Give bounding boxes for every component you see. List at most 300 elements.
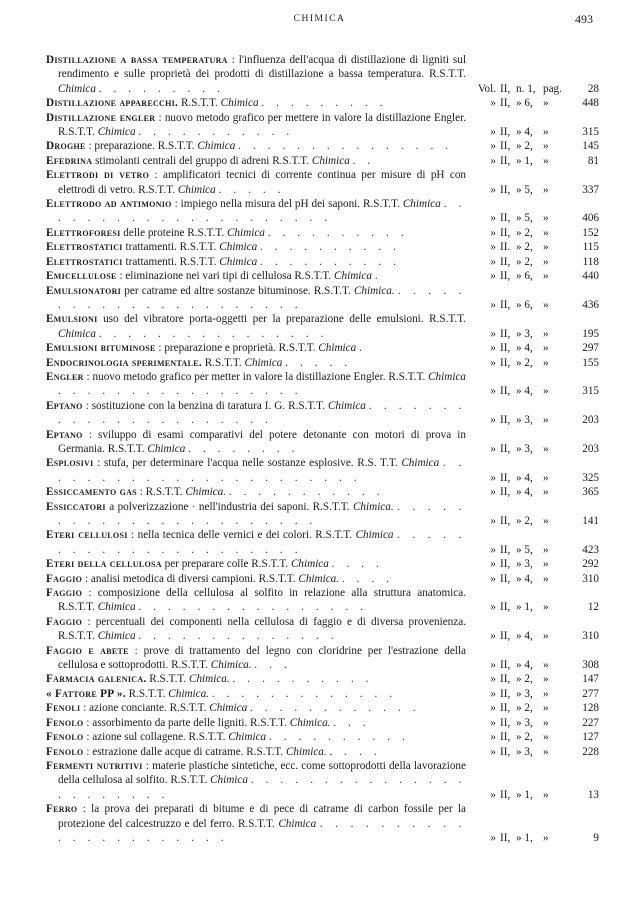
index-entry — [46, 255, 599, 269]
entry-heading: Faggio — [46, 587, 83, 600]
ref-volume: » — [490, 385, 496, 398]
ref-series: II, — [500, 154, 511, 167]
ref-number: » 3, — [516, 327, 533, 340]
entry-text — [46, 572, 466, 586]
entry-reference — [466, 327, 599, 341]
ref-page: 315 — [582, 126, 599, 139]
ref-volume: » — [490, 687, 496, 700]
entry-heading: Elettrodi di vetro — [46, 169, 150, 182]
entry-text — [46, 341, 466, 355]
running-head — [46, 14, 593, 30]
ref-series: II, — [500, 745, 511, 758]
entry-description: sostituzione con la benzina di taratura I. G. R.S.T.T. — [91, 399, 325, 412]
ref-volume: Vol. — [477, 82, 496, 95]
entry-description: R.S.T.T. — [180, 97, 218, 110]
entry-reference — [466, 384, 599, 398]
entry-text — [46, 284, 466, 313]
ref-volume: » — [490, 745, 496, 758]
entry-text — [46, 240, 466, 254]
ref-page: 152 — [582, 226, 599, 239]
entry-leader-dots: . . . . . . . . . . . . . . . . . . . . . . — [58, 817, 467, 844]
entry-journal: Chimica — [210, 774, 248, 787]
entry-separator: : — [82, 615, 96, 628]
ref-number: » 2, — [516, 515, 533, 527]
ref-volume: » — [490, 212, 496, 225]
ref-series: II, — [500, 702, 511, 715]
entry-journal: Chimica — [428, 370, 467, 383]
ref-page: 315 — [582, 385, 599, 398]
entry-description: a polverizzazione · nell'industria dei saponi. R.S.T.T. — [109, 500, 350, 513]
ref-page-label: » — [543, 486, 549, 499]
entry-journal: Chimica. — [298, 572, 340, 585]
entry-description: stufa, per determinare l'acqua nelle sostanze esplosive. R.S. T.T. — [103, 457, 398, 470]
entry-journal: Chimica — [177, 183, 216, 196]
entry-reference — [466, 442, 599, 456]
entry-description: la prova dei preparati di bitume e di pece di catrame di carbon fossile per la protezione del calcestruzzo e del ferro. R.S.T.T. — [58, 803, 466, 830]
entry-leader-dots: . . . — [254, 659, 292, 672]
entry-description: preparazione e proprietà. R.S.T.T. — [164, 342, 316, 355]
ref-series: II, — [500, 601, 511, 614]
entry-reference — [466, 211, 599, 225]
entry-reference — [466, 557, 599, 571]
ref-volume: » — [490, 342, 496, 355]
entry-text — [46, 672, 466, 686]
entry-journal: Chimica. — [185, 486, 227, 499]
ref-page-label: » — [543, 471, 549, 484]
entry-separator: : — [128, 644, 144, 657]
ref-series: II, — [500, 356, 511, 369]
entry-reference — [466, 255, 599, 269]
ref-volume: » — [490, 543, 496, 556]
ref-volume: » — [490, 226, 496, 239]
entry-text — [46, 485, 466, 499]
entry-description: per preparare colle R.S.T.T. — [164, 558, 289, 571]
entry-text — [46, 730, 466, 744]
ref-page: 118 — [582, 255, 599, 268]
entry-description: amplificatori tecnici di corrente continua per misure di pH con elettrodi di vetro. R.S.T.T. — [58, 169, 467, 196]
ref-page-label: » — [543, 515, 549, 527]
entry-reference — [466, 82, 599, 96]
entry-reference — [466, 240, 599, 254]
entry-description: estrazione dalle acque di catrame. R.S.T.T. — [92, 745, 284, 758]
ref-page-label: » — [543, 788, 549, 801]
entry-text — [46, 586, 466, 615]
ref-number: » 1, — [516, 831, 533, 844]
ref-volume: » — [490, 270, 496, 283]
ref-number: » 4, — [516, 659, 533, 672]
entry-leader-dots: . . . . . . . . . . — [259, 255, 401, 268]
entry-leader-dots: . . . . . . . . . . . . . . . . . . . . . . — [58, 529, 467, 556]
ref-series: II, — [500, 342, 511, 355]
entry-journal: Chimica — [228, 731, 267, 744]
index-entry — [46, 672, 599, 686]
ref-number: » 2, — [516, 702, 533, 715]
ref-number: » 6, — [516, 298, 533, 311]
ref-series: II, — [500, 788, 511, 801]
entry-text — [46, 168, 466, 197]
ref-page-label: » — [543, 255, 549, 268]
ref-series: II, — [500, 255, 511, 268]
ref-volume: » — [490, 356, 496, 369]
ref-number: » 4, — [516, 572, 533, 585]
ref-page: 310 — [582, 572, 599, 585]
running-title: CHIMICA — [293, 14, 346, 24]
index-entry — [46, 269, 599, 283]
entry-description: nella tecnica delle vernici e dei colori. R.S.T.T. — [137, 529, 353, 542]
entry-description: prove di trattamento del legno con cloridrine per l'estrazione della cellulosa e sottoprodotti. R.S.T.T. — [58, 644, 466, 672]
ref-number: » 3, — [516, 745, 533, 758]
entry-description: R.S.T.T. — [149, 673, 187, 686]
ref-volume: » — [490, 414, 496, 427]
ref-volume: » — [490, 601, 496, 614]
ref-volume: » — [490, 183, 496, 196]
entry-description: nuovo metodo grafico per metter in valore la distillazione Engler. R.S.T.T. — [92, 370, 426, 383]
entry-journal: Chimica — [97, 630, 136, 643]
entry-leader-dots: . . . . . . . . . . — [268, 731, 410, 744]
ref-volume: » — [490, 471, 496, 484]
index-entry — [46, 716, 599, 730]
entry-heading: Emulsionatori — [46, 284, 122, 297]
ref-page-label: » — [543, 212, 549, 225]
entry-reference — [466, 730, 599, 744]
ref-number: » 2, — [516, 356, 533, 369]
entry-journal: Chimica — [244, 356, 283, 369]
index-entry — [46, 500, 599, 529]
ref-number: » 2, — [516, 140, 533, 153]
ref-page-label: » — [543, 543, 549, 556]
ref-page: 436 — [582, 298, 599, 311]
ref-page: 365 — [582, 486, 599, 499]
index-entry — [46, 96, 599, 110]
entry-reference — [466, 125, 599, 139]
entry-heading: « Fattore PP ». — [46, 687, 126, 700]
entry-description: sviluppo di esami comparativi del potere detonante con motori di prova in Germania. R.S.T.T. — [58, 428, 466, 455]
index-entry — [46, 240, 599, 254]
entry-leader-dots: . . . . . . . . . . . . . . — [138, 630, 339, 643]
entry-separator: : — [82, 572, 91, 585]
entry-heading: Esplosivi — [46, 457, 94, 470]
entry-heading: Eptano — [46, 428, 83, 441]
entry-text — [46, 615, 466, 644]
ref-page-label: pag. — [543, 82, 562, 95]
ref-page: 13 — [587, 788, 599, 801]
ref-page-label: » — [543, 687, 549, 700]
ref-page: 115 — [582, 241, 599, 254]
entry-journal: Chimica — [219, 255, 258, 268]
entry-leader-dots: . . . . . . . . . . . . . . . . . . . . . . . — [58, 774, 466, 801]
entry-separator: : — [83, 370, 93, 383]
ref-page-label: » — [543, 702, 549, 715]
entry-journal: Chimica. — [352, 500, 394, 513]
entry-journal: Chimica — [401, 457, 440, 470]
entry-heading: Endocrinologia sperimentale. — [46, 356, 202, 369]
ref-series: II, — [500, 442, 511, 455]
ref-page-label: » — [543, 342, 549, 355]
ref-series: II, — [500, 212, 511, 225]
ref-volume: » — [490, 831, 496, 844]
entry-separator: : — [85, 140, 95, 153]
ref-page: 308 — [582, 659, 599, 672]
entry-leader-dots: . . . . . — [218, 183, 286, 196]
ref-series: II, — [500, 731, 511, 744]
entry-separator: : — [127, 529, 138, 542]
ref-page-label: » — [543, 414, 549, 427]
ref-page: 127 — [582, 731, 599, 744]
entry-separator: : — [83, 731, 93, 744]
ref-page: 28 — [587, 82, 599, 95]
ref-page-label: » — [543, 385, 549, 398]
ref-number: » 4, — [516, 486, 533, 499]
ref-page-label: » — [543, 442, 549, 455]
ref-number: » 4, — [516, 342, 533, 355]
entry-journal: Chimica — [311, 154, 350, 167]
ref-page-label: » — [543, 126, 549, 139]
ref-page-label: » — [543, 572, 549, 585]
entry-description: impiego nella misura del pH dei saponi. R.S.T.T. — [180, 198, 400, 211]
ref-series: II, — [500, 414, 511, 427]
ref-page: 145 — [582, 140, 599, 153]
ref-page-label: » — [543, 831, 549, 844]
entry-text — [46, 197, 466, 226]
entry-reference — [466, 341, 599, 355]
entry-separator: : — [77, 803, 92, 816]
ref-series: II, — [500, 673, 511, 686]
entry-description: eliminazione nei vari tipi di cellulosa R.S.T.T. — [125, 270, 332, 283]
ref-number: » 4, — [516, 630, 533, 643]
entry-heading: Essiccamento gas — [46, 486, 137, 499]
entry-heading: Eteri cellulosi — [46, 529, 128, 542]
ref-page-label: » — [543, 226, 549, 239]
entry-text — [46, 111, 466, 140]
ref-number: » 2, — [516, 241, 533, 254]
entry-separator: : — [136, 486, 146, 499]
entry-separator: : — [82, 399, 92, 412]
entry-heading: Droghe — [46, 140, 86, 153]
entry-text — [46, 716, 466, 730]
entry-separator: : — [116, 270, 126, 283]
entry-text — [46, 428, 466, 457]
entry-reference — [466, 600, 599, 614]
ref-series: II, — [500, 572, 511, 585]
entry-heading: Distillazione engler — [46, 111, 156, 124]
index-entry — [46, 485, 599, 499]
entry-reference — [466, 701, 599, 715]
entry-journal: Chimica — [58, 327, 96, 340]
ref-page: 12 — [587, 601, 599, 614]
ref-page: 440 — [582, 270, 599, 283]
entry-description: analisi metodica di diversi campioni. R.S.T.T. — [90, 572, 296, 585]
entry-journal: Chimica — [197, 140, 236, 153]
entry-heading: Faggio e abete — [46, 644, 129, 657]
ref-volume: » — [490, 572, 496, 585]
entry-journal: Chimica — [402, 198, 441, 211]
ref-page-label: » — [543, 716, 549, 729]
ref-volume: » — [490, 97, 496, 110]
ref-number: » 2, — [516, 673, 533, 686]
entry-leader-dots: . . . . — [329, 745, 382, 758]
ref-page: 81 — [587, 154, 599, 167]
ref-page: 448 — [582, 97, 599, 110]
index-entry — [46, 226, 599, 240]
index-entry — [46, 701, 599, 715]
entry-description: assorbimento da parte delle ligniti. R.S.T.T. — [92, 716, 287, 729]
entry-text — [46, 399, 466, 428]
entry-heading: Emicellulose — [46, 270, 117, 283]
ref-page: 128 — [582, 702, 599, 715]
ref-page: 155 — [582, 356, 599, 369]
entry-text — [46, 701, 466, 715]
entry-heading: Fenolo — [46, 745, 84, 758]
entry-journal: Chimica — [318, 342, 357, 355]
entry-leader-dots: . . . . . . . . . — [98, 82, 225, 95]
entry-reference — [466, 298, 599, 312]
index-entries — [46, 53, 599, 845]
entry-text — [46, 557, 466, 571]
ref-page: 141 — [582, 515, 599, 527]
entry-text — [46, 370, 466, 399]
entry-text — [46, 528, 466, 557]
ref-volume: » — [490, 515, 496, 527]
ref-page: 292 — [582, 558, 599, 571]
entry-reference — [466, 658, 599, 672]
entry-leader-dots: . . . . . . . . . . . . . . . — [238, 140, 453, 153]
entry-reference — [466, 269, 599, 283]
entry-heading: Engler — [46, 370, 84, 383]
ref-number: » 3, — [516, 687, 533, 700]
entry-reference — [466, 672, 599, 686]
entry-leader-dots: . . . . . . . . . . — [259, 241, 401, 254]
entry-text — [46, 687, 466, 701]
entry-reference — [466, 356, 599, 370]
ref-page: 423 — [582, 543, 599, 556]
index-entry — [46, 802, 599, 845]
entry-reference — [466, 485, 599, 499]
entry-journal: Chimica — [278, 817, 317, 830]
ref-number: » 2, — [516, 731, 533, 744]
entry-journal: Chimica — [97, 601, 136, 614]
ref-number: » 5, — [516, 543, 533, 556]
entry-leader-dots: . . . . . . . . . . . . . . . . . . . . . . — [58, 284, 466, 311]
entry-reference — [466, 831, 599, 845]
ref-volume: » — [490, 255, 496, 268]
entry-description: R.S.T.T. — [204, 356, 242, 369]
entry-separator: : — [83, 745, 93, 758]
entry-description: stimolanti centrali del gruppo di adreni R.S.T.T. — [95, 154, 310, 167]
ref-volume: » — [490, 630, 496, 643]
ref-number: » 4, — [516, 126, 533, 139]
entry-text — [46, 154, 466, 168]
ref-number: » 3, — [516, 558, 533, 571]
entry-journal: Chimica — [97, 126, 136, 139]
entry-text — [46, 745, 466, 759]
entry-heading: Efedrina — [46, 154, 93, 167]
ref-page: 195 — [582, 327, 599, 340]
index-entry — [46, 528, 599, 557]
entry-separator: : — [82, 428, 99, 441]
entry-description: nuovo metodo grafico per mettere in valore la distillazione Engler. R.S.T.T. — [58, 111, 466, 139]
entry-separator: : — [142, 759, 153, 772]
entry-description: preparazione. R.S.T.T. — [94, 140, 195, 153]
ref-series: II, — [500, 270, 511, 283]
ref-volume: » — [490, 486, 496, 499]
ref-number: » 5, — [516, 183, 533, 196]
ref-number: » 3, — [516, 716, 533, 729]
entry-reference — [466, 226, 599, 240]
entry-journal: Chimica — [334, 270, 372, 283]
entry-text — [46, 226, 466, 240]
entry-reference — [466, 514, 599, 528]
entry-text — [46, 500, 466, 529]
entry-reference — [466, 745, 599, 759]
ref-series: II, — [500, 716, 511, 729]
ref-volume: » — [490, 298, 496, 311]
ref-number: n. 1, — [516, 82, 536, 95]
index-entry — [46, 111, 599, 140]
entry-text — [46, 139, 466, 153]
ref-page-label: » — [543, 356, 549, 369]
entry-reference — [466, 183, 599, 197]
ref-number: » 4, — [516, 471, 533, 484]
entry-heading: Distillazione apparecchi. — [46, 97, 179, 110]
ref-page: 228 — [582, 745, 599, 758]
ref-series: II, — [500, 486, 511, 499]
entry-leader-dots: . . . . . . . . . . . . . . . . . . . . . . . — [58, 500, 467, 527]
entry-heading: Eptano — [46, 399, 83, 412]
index-entry — [46, 586, 599, 615]
entry-heading: Elettrostatici — [46, 241, 123, 254]
ref-page-label: » — [543, 270, 549, 283]
entry-text — [46, 96, 466, 110]
entry-heading: Elettrodo ad antimonio — [46, 198, 172, 211]
entry-journal: Chimica. — [168, 687, 210, 700]
ref-series: II, — [500, 659, 511, 672]
ref-volume: » — [490, 140, 496, 153]
ref-number: » 6, — [516, 97, 533, 110]
ref-series: II, — [500, 515, 511, 527]
ref-number: » 2, — [516, 226, 533, 239]
entry-leader-dots: . . . . . . . . . . . . . . . . . — [58, 385, 303, 398]
index-entry — [46, 730, 599, 744]
index-entry — [46, 428, 599, 457]
index-entry — [46, 53, 599, 96]
entry-separator: : — [80, 702, 90, 715]
ref-page: 325 — [582, 471, 599, 484]
entry-description: per catrame ed altre sostanze bituminose. R.S.T.T. — [124, 284, 351, 297]
ref-volume: » — [490, 673, 496, 686]
page-number: 493 — [575, 12, 593, 26]
ref-page-label: » — [543, 659, 549, 672]
entry-reference — [466, 471, 599, 485]
entry-leader-dots: . . . . . . . . . . — [232, 673, 374, 686]
ref-page-label: » — [543, 298, 549, 311]
ref-page-label: » — [543, 745, 549, 758]
entry-description: percentuali dei componenti nella cellulosa di faggio e di diversa provenienza. R.S.T.T. — [58, 615, 467, 643]
entry-leader-dots: . — [374, 270, 383, 283]
index-entry — [46, 759, 599, 802]
entry-description: materie plastiche sintetiche, ecc. come sottoprodotti della lavorazione della cellulosa al solfito. R.S.T.T. — [58, 759, 466, 787]
entry-leader-dots: . . . . . . . . . . . — [138, 126, 294, 139]
entry-separator: : — [82, 587, 98, 600]
index-entry — [46, 456, 599, 485]
entry-text — [46, 802, 466, 845]
ref-number: » 3, — [516, 414, 533, 427]
entry-journal: Chimica — [209, 702, 248, 715]
ref-volume: » — [490, 731, 496, 744]
entry-leader-dots: . . . . . . . . . . . . . . . . — [138, 601, 368, 614]
entry-leader-dots: . . . . . — [285, 356, 352, 369]
entry-text — [46, 269, 466, 283]
entry-description: composizione della cellulosa al solfito in relazione alla struttura anatomica. R.S.T.T. — [58, 587, 466, 614]
